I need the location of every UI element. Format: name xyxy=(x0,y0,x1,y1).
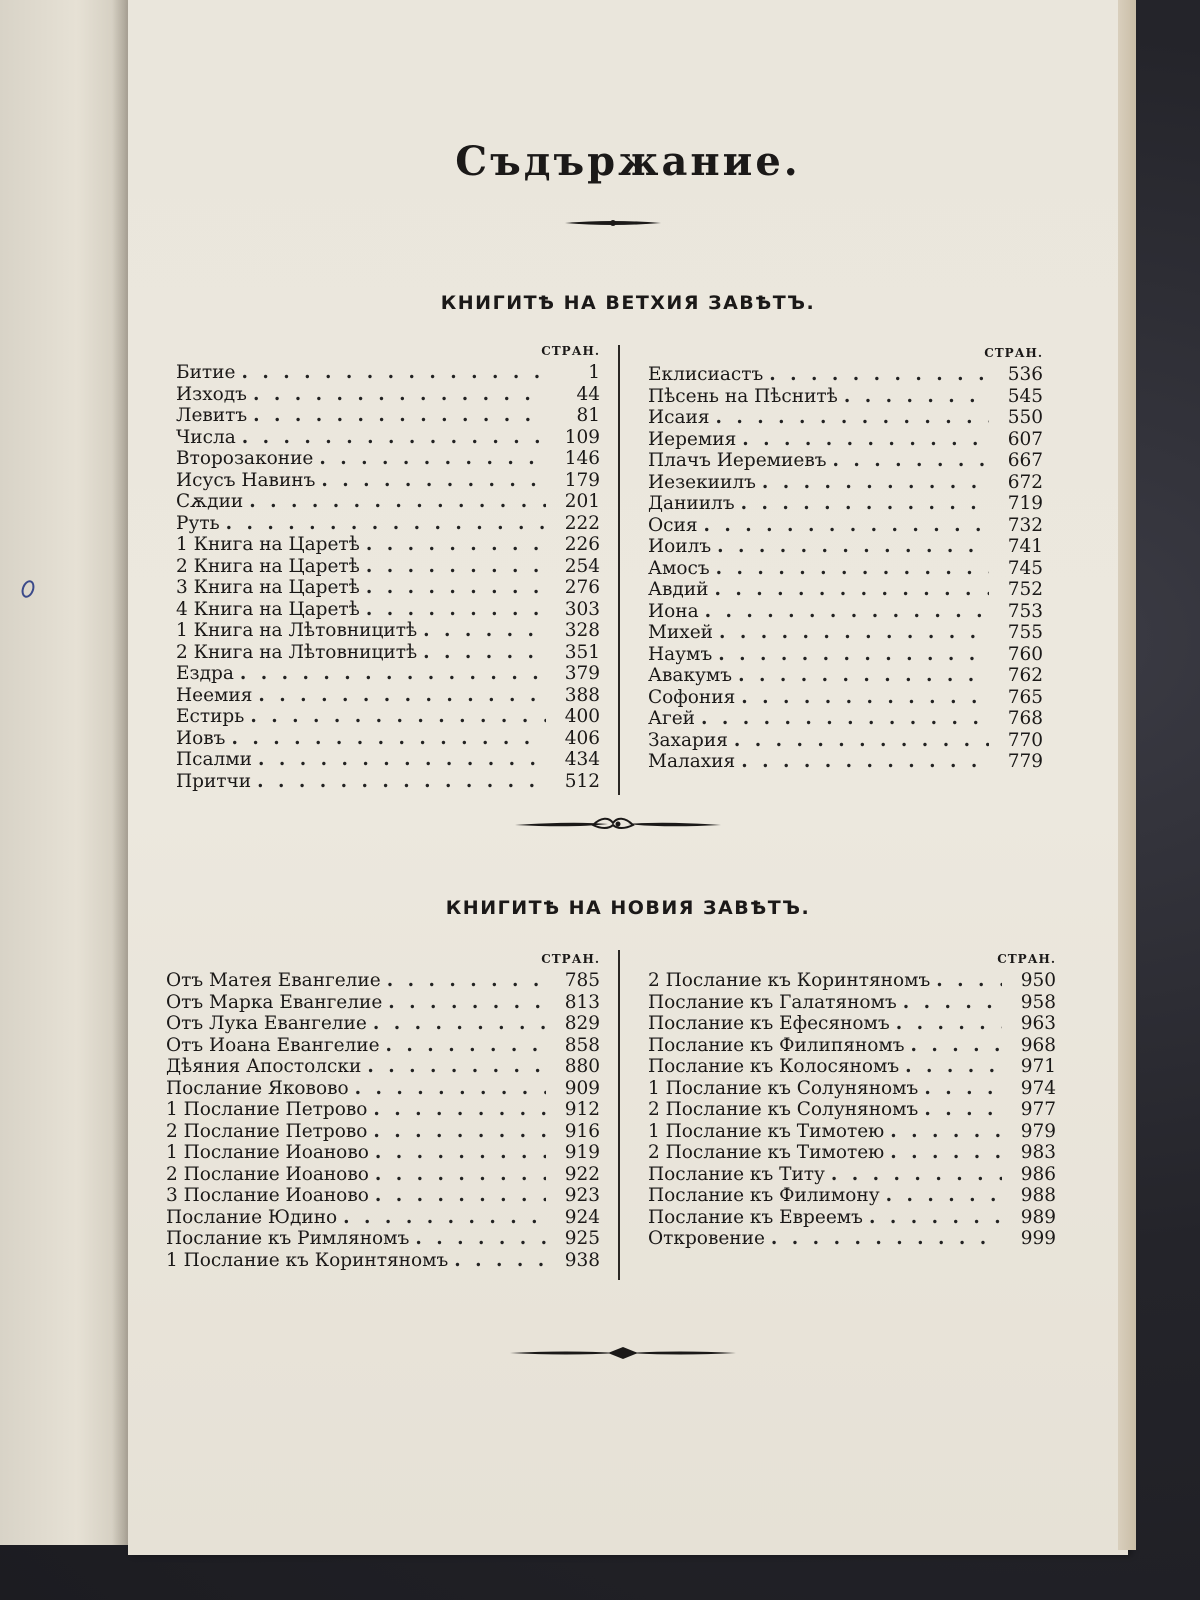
book-name: Числа xyxy=(176,426,236,448)
dot-leader xyxy=(869,1207,1002,1229)
toc-entry xyxy=(176,685,600,707)
toc-entry xyxy=(648,1099,1056,1121)
book-name: 1 Послание къ Тимотею xyxy=(648,1120,885,1142)
dot-leader xyxy=(705,601,989,623)
page-number: 858 xyxy=(564,1034,600,1056)
book-name: 3 Книга на Царетѣ xyxy=(176,577,360,598)
dot-leader xyxy=(719,622,989,644)
dot-leader xyxy=(241,362,546,384)
page-number: 979 xyxy=(1020,1120,1056,1142)
dot-leader xyxy=(249,491,546,513)
toc-entry xyxy=(648,450,1043,472)
book-name: Иоилъ xyxy=(648,536,712,557)
toc-entry xyxy=(176,448,600,470)
toc-entry xyxy=(648,1185,1056,1207)
dot-leader xyxy=(423,642,546,664)
page-number: 400 xyxy=(564,706,600,727)
toc-entry xyxy=(176,663,600,685)
old-testament-heading: КНИГИТѢ НА ВЕТХИЯ ЗАВѢТЪ. xyxy=(440,292,816,314)
page-number: 779 xyxy=(1007,751,1043,772)
book-name: Сѫдии xyxy=(176,491,244,512)
book-name: Псалми xyxy=(176,749,252,770)
toc-entry xyxy=(648,1142,1056,1164)
column-divider xyxy=(618,950,620,1280)
book-name: 4 Книга на Царетѣ xyxy=(176,598,360,620)
dot-leader xyxy=(387,970,546,992)
page-number: 44 xyxy=(576,383,600,405)
page-edge xyxy=(1118,0,1136,1550)
book-name: Неемия xyxy=(176,684,253,706)
page-column-label: СТРАН. xyxy=(541,952,600,966)
dot-leader xyxy=(321,470,546,492)
book-name: Послание къ Титу xyxy=(648,1163,825,1185)
toc-entry xyxy=(648,429,1043,451)
page-number: 988 xyxy=(1020,1185,1056,1206)
dot-leader xyxy=(258,685,546,707)
book-name: Послание Юдино xyxy=(166,1206,338,1228)
toc-entry xyxy=(176,534,600,556)
toc-entry xyxy=(648,751,1043,773)
toc-entry xyxy=(166,1035,600,1057)
page-number: 922 xyxy=(564,1163,600,1185)
dot-leader xyxy=(423,620,546,642)
book-name: Даниилъ xyxy=(648,493,735,514)
page-number: 201 xyxy=(564,491,600,512)
new-testament-heading: КНИГИТѢ НА НОВИЯ ЗАВѢТЪ. xyxy=(445,897,811,919)
book-name: 2 Книга на Царетѣ xyxy=(176,555,360,577)
page-column-label: СТРАН. xyxy=(541,344,600,358)
dot-leader xyxy=(717,536,989,558)
dot-leader xyxy=(718,644,989,666)
page-number: 667 xyxy=(1007,450,1043,471)
page-number: 276 xyxy=(564,577,600,598)
new-testament-left-column xyxy=(166,948,600,1271)
toc-entry xyxy=(648,1035,1056,1057)
page-number: 379 xyxy=(564,663,600,684)
dot-leader xyxy=(741,751,989,773)
toc-entry xyxy=(648,1228,1056,1250)
toc-entry xyxy=(648,992,1056,1014)
toc-entry xyxy=(648,579,1043,601)
page-number: 925 xyxy=(564,1228,600,1249)
book-name: 2 Книга на Лѣтовницитѣ xyxy=(176,641,418,663)
toc-entry xyxy=(648,1078,1056,1100)
dot-leader xyxy=(454,1250,546,1272)
dot-leader xyxy=(716,407,989,429)
dot-leader xyxy=(886,1185,1002,1207)
toc-entry xyxy=(648,665,1043,687)
dot-leader xyxy=(734,730,989,752)
toc-entry xyxy=(166,1121,600,1143)
book-name: 1 Послание къ Солуняномъ xyxy=(648,1077,919,1099)
book-name: Софония xyxy=(648,686,736,708)
toc-entry xyxy=(166,1056,600,1078)
book-name: 2 Послание къ Коринтяномъ xyxy=(648,970,931,991)
dot-leader xyxy=(373,1099,546,1121)
toc-entry xyxy=(176,749,600,771)
toc-entry xyxy=(166,1099,600,1121)
page-number: 989 xyxy=(1020,1206,1056,1228)
book-name: 1 Послание къ Коринтяномъ xyxy=(166,1249,449,1271)
dot-leader xyxy=(771,1228,1002,1250)
page-number: 434 xyxy=(564,749,600,770)
toc-entry xyxy=(166,1142,600,1164)
book-name: Агей xyxy=(648,708,695,729)
toc-entry xyxy=(648,558,1043,580)
toc-entry xyxy=(166,1250,600,1272)
page-number: 923 xyxy=(564,1185,600,1206)
book-name: Руть xyxy=(176,512,220,534)
book-name: Амосъ xyxy=(648,557,710,579)
book-name: Отъ Матея Евангелие xyxy=(166,970,381,991)
book-name: Отъ Лука Евангелие xyxy=(166,1013,367,1034)
book-name: Наумъ xyxy=(648,643,713,665)
dot-leader xyxy=(738,665,989,687)
title-ornament xyxy=(563,218,663,228)
toc-entry xyxy=(648,1164,1056,1186)
toc-entry xyxy=(648,687,1043,709)
page-number: 770 xyxy=(1007,729,1043,751)
toc-entry xyxy=(166,1078,600,1100)
toc-entry xyxy=(176,599,600,621)
book-name: Второзаконие xyxy=(176,448,314,469)
book-name: Авдий xyxy=(648,579,709,600)
toc-entry xyxy=(166,1228,600,1250)
book-name: Иовъ xyxy=(176,727,226,749)
toc-entry xyxy=(648,472,1043,494)
toc-entry xyxy=(176,642,600,664)
dot-leader xyxy=(257,771,546,793)
new-testament-right-column xyxy=(648,948,1056,1250)
page-number: 753 xyxy=(1007,600,1043,622)
book-name: Михей xyxy=(648,622,713,643)
toc-entry xyxy=(176,620,600,642)
book-name: Естирь xyxy=(176,706,245,727)
book-name: Еклисиастъ xyxy=(648,364,764,385)
page-number: 254 xyxy=(564,555,600,577)
page-number: 963 xyxy=(1020,1013,1056,1034)
dot-leader xyxy=(355,1078,546,1100)
dot-leader xyxy=(831,1164,1002,1186)
page-number: 607 xyxy=(1007,428,1043,450)
dot-leader xyxy=(367,1056,546,1078)
page-number: 912 xyxy=(564,1099,600,1120)
book-name: Исусъ Навинъ xyxy=(176,469,316,491)
page-number: 536 xyxy=(1007,364,1043,385)
book-name: 2 Послание Петрово xyxy=(166,1120,368,1142)
dot-leader xyxy=(319,448,546,470)
dot-leader xyxy=(375,1185,546,1207)
dot-leader xyxy=(890,1121,1002,1143)
column-divider xyxy=(618,345,620,795)
dot-leader xyxy=(373,1013,546,1035)
page-number: 924 xyxy=(564,1206,600,1228)
page-title: Съдържание. xyxy=(455,138,801,185)
book-name: Пѣсень на Пѣснитѣ xyxy=(648,385,838,407)
toc-entry xyxy=(166,970,600,992)
page-number: 226 xyxy=(564,534,600,555)
dot-leader xyxy=(386,1035,546,1057)
toc-entry xyxy=(176,577,600,599)
book-name: Левитъ xyxy=(176,405,248,426)
page-number: 760 xyxy=(1007,643,1043,665)
dot-leader xyxy=(375,1164,546,1186)
dot-leader xyxy=(905,1056,1002,1078)
book-name: Послание къ Колосяномъ xyxy=(648,1056,900,1077)
dot-leader xyxy=(253,405,546,427)
book-name: Битие xyxy=(176,362,236,383)
book-name: Послание къ Филимону xyxy=(648,1185,880,1206)
page-number: 146 xyxy=(564,448,600,469)
page-number: 983 xyxy=(1020,1142,1056,1163)
toc-entry xyxy=(648,493,1043,515)
page-number: 974 xyxy=(1020,1077,1056,1099)
book-name: Послание къ Филипяномъ xyxy=(648,1034,905,1056)
book-name: 1 Книга на Царетѣ xyxy=(176,534,360,555)
page-number: 550 xyxy=(1007,407,1043,428)
page-number: 765 xyxy=(1007,686,1043,708)
page-number: 328 xyxy=(564,620,600,641)
dot-leader xyxy=(253,384,546,406)
dot-leader xyxy=(240,663,546,685)
page-number: 950 xyxy=(1020,970,1056,991)
page-number: 909 xyxy=(564,1077,600,1099)
book-name: Дѣяния Апостолски xyxy=(166,1056,362,1077)
dot-leader xyxy=(769,364,989,386)
dot-leader xyxy=(741,687,989,709)
dot-leader xyxy=(741,493,989,515)
book-name: Притчи xyxy=(176,770,252,792)
book-name: Послание Яковово xyxy=(166,1077,349,1099)
toc-entry xyxy=(166,1207,600,1229)
page-number: 179 xyxy=(564,469,600,491)
table-of-contents xyxy=(128,0,1128,1555)
toc-entry xyxy=(648,515,1043,537)
book-name: 1 Послание Петрово xyxy=(166,1099,368,1120)
page-number: 545 xyxy=(1007,385,1043,407)
book-page xyxy=(128,0,1128,1555)
dot-leader xyxy=(924,1078,1002,1100)
dot-leader xyxy=(366,534,546,556)
toc-entry xyxy=(176,556,600,578)
page-number: 880 xyxy=(564,1056,600,1077)
dot-leader xyxy=(714,579,989,601)
book-name: Послание къ Римляномъ xyxy=(166,1228,410,1249)
book-name: 2 Послание Иоаново xyxy=(166,1163,369,1185)
toc-entry xyxy=(166,1164,600,1186)
book-name: Откровение xyxy=(648,1228,765,1249)
page-number: 388 xyxy=(564,684,600,706)
toc-entry xyxy=(648,970,1056,992)
page-number: 916 xyxy=(564,1120,600,1142)
toc-entry xyxy=(648,536,1043,558)
book-name: Малахия xyxy=(648,751,736,772)
page-number: 719 xyxy=(1007,493,1043,514)
toc-entry xyxy=(648,1056,1056,1078)
dot-leader xyxy=(366,577,546,599)
book-name: Отъ Марка Евангелие xyxy=(166,991,383,1013)
toc-entry xyxy=(176,384,600,406)
dot-leader xyxy=(742,429,989,451)
toc-entry xyxy=(648,644,1043,666)
dot-leader xyxy=(903,992,1002,1014)
dot-leader xyxy=(375,1142,546,1164)
page-number: 406 xyxy=(564,727,600,749)
toc-entry xyxy=(176,706,600,728)
dot-leader xyxy=(924,1099,1002,1121)
book-name: Послание къ Галатяномъ xyxy=(648,991,897,1013)
book-name: Изходъ xyxy=(176,383,247,405)
page-number: 768 xyxy=(1007,708,1043,729)
toc-entry xyxy=(176,491,600,513)
page-column-label: СТРАН. xyxy=(984,346,1043,360)
book-name: Авакумъ xyxy=(648,665,733,686)
page-number: 986 xyxy=(1020,1163,1056,1185)
page-number: 351 xyxy=(564,641,600,663)
book-name: Иеремия xyxy=(648,428,737,450)
dot-leader xyxy=(762,472,989,494)
dot-leader xyxy=(701,708,989,730)
page-number: 732 xyxy=(1007,514,1043,536)
dot-leader xyxy=(226,513,546,535)
old-testament-right-column xyxy=(648,342,1043,773)
toc-entry xyxy=(166,1185,600,1207)
dot-leader xyxy=(833,450,989,472)
toc-entry xyxy=(176,405,600,427)
facing-page xyxy=(0,0,129,1545)
book-name: Иезекиилъ xyxy=(648,471,756,493)
toc-entry xyxy=(166,992,600,1014)
page-number: 222 xyxy=(564,512,600,534)
toc-entry xyxy=(648,622,1043,644)
dot-leader xyxy=(388,992,546,1014)
page-number: 755 xyxy=(1007,622,1043,643)
page-number: 762 xyxy=(1007,665,1043,686)
toc-entry xyxy=(648,1013,1056,1035)
page-number: 303 xyxy=(564,598,600,620)
section-ornament xyxy=(513,815,723,835)
toc-entry xyxy=(176,362,600,384)
page-number: 752 xyxy=(1007,579,1043,600)
page-number: 829 xyxy=(564,1013,600,1034)
dot-leader xyxy=(231,728,546,750)
toc-entry xyxy=(176,771,600,793)
page-number: 919 xyxy=(564,1142,600,1163)
dot-leader xyxy=(844,386,989,408)
toc-entry xyxy=(648,407,1043,429)
page-number: 1 xyxy=(588,362,600,383)
toc-entry xyxy=(176,470,600,492)
dot-leader xyxy=(258,749,546,771)
toc-entry xyxy=(166,1013,600,1035)
toc-entry xyxy=(648,730,1043,752)
book-name: 3 Послание Иоаново xyxy=(166,1185,369,1206)
page-number: 81 xyxy=(576,405,600,426)
page-column-label: СТРАН. xyxy=(997,952,1056,966)
end-ornament xyxy=(508,1345,738,1361)
page-number: 672 xyxy=(1007,471,1043,493)
dot-leader xyxy=(373,1121,546,1143)
page-number: 813 xyxy=(564,991,600,1013)
book-name: 1 Книга на Лѣтовницитѣ xyxy=(176,620,418,641)
page-number: 109 xyxy=(564,426,600,448)
toc-entry xyxy=(176,728,600,750)
book-name: Плачъ Иеремиевъ xyxy=(648,450,827,471)
toc-entry xyxy=(648,601,1043,623)
dot-leader xyxy=(366,599,546,621)
dot-leader xyxy=(716,558,989,580)
old-testament-left-column xyxy=(176,340,600,792)
book-name: Послание къ Ефесяномъ xyxy=(648,1013,890,1034)
page-number: 977 xyxy=(1020,1099,1056,1120)
dot-leader xyxy=(242,427,546,449)
page-number: 938 xyxy=(564,1249,600,1271)
book-name: 2 Послание къ Тимотею xyxy=(648,1142,885,1163)
book-name: Захария xyxy=(648,729,728,751)
book-name: Послание къ Евреемъ xyxy=(648,1206,863,1228)
dot-leader xyxy=(704,515,989,537)
dot-leader xyxy=(896,1013,1002,1035)
book-name: Иона xyxy=(648,600,699,622)
toc-entry xyxy=(176,513,600,535)
dot-leader xyxy=(415,1228,546,1250)
book-name: Осия xyxy=(648,514,698,536)
book-name: 2 Послание къ Солуняномъ xyxy=(648,1099,919,1120)
toc-entry xyxy=(176,427,600,449)
toc-entry xyxy=(648,364,1043,386)
page-number: 785 xyxy=(564,970,600,991)
dot-leader xyxy=(250,706,546,728)
toc-entry xyxy=(648,386,1043,408)
page-number: 745 xyxy=(1007,557,1043,579)
dot-leader xyxy=(366,556,546,578)
book-name: Ездра xyxy=(176,663,234,684)
dot-leader xyxy=(890,1142,1002,1164)
book-name: Отъ Иоана Евангелие xyxy=(166,1034,380,1056)
book-name: 1 Послание Иоаново xyxy=(166,1142,369,1163)
page-number: 971 xyxy=(1020,1056,1056,1077)
page-number: 999 xyxy=(1020,1228,1056,1249)
dot-leader xyxy=(911,1035,1002,1057)
toc-entry xyxy=(648,1207,1056,1229)
toc-entry xyxy=(648,1121,1056,1143)
page-number: 968 xyxy=(1020,1034,1056,1056)
book-name: Исаия xyxy=(648,407,710,428)
page-number: 958 xyxy=(1020,991,1056,1013)
toc-entry xyxy=(648,708,1043,730)
dot-leader xyxy=(343,1207,546,1229)
page-number: 512 xyxy=(564,770,600,792)
dot-leader xyxy=(936,970,1002,992)
page-number: 741 xyxy=(1007,536,1043,557)
